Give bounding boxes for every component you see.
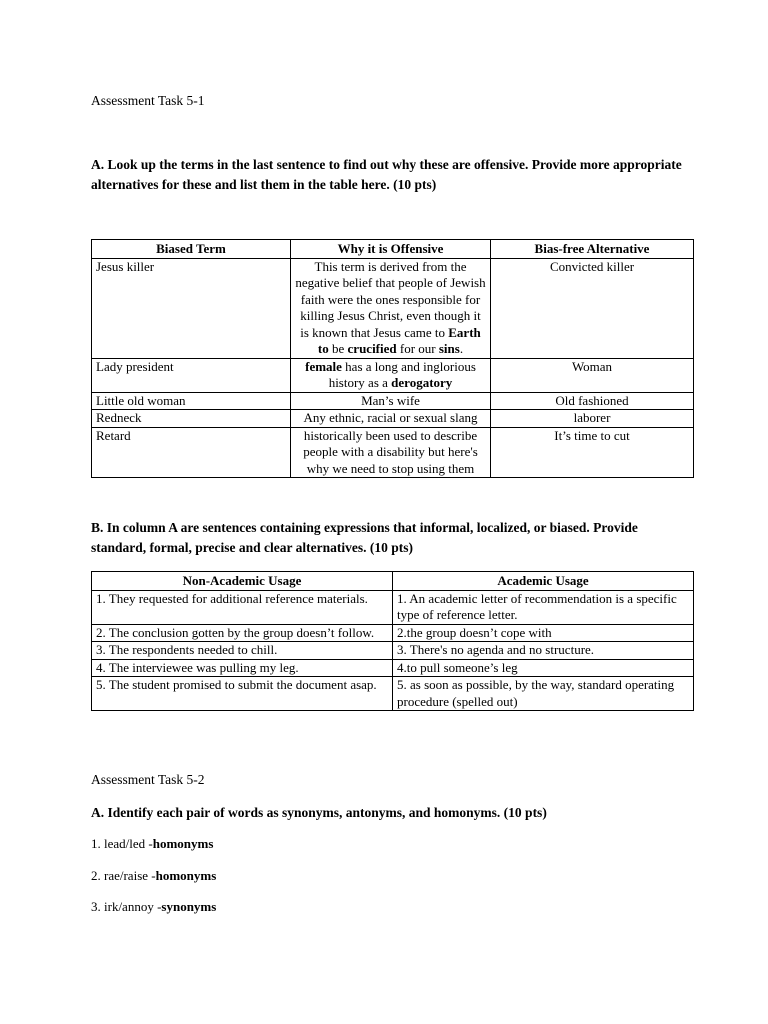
table-row (92, 410, 694, 428)
word-pair: 3. irk/annoy - (91, 899, 162, 914)
pair-answer: synonyms (161, 899, 217, 914)
why-offensive-cell: Any ethnic, racial or sexual slang (291, 410, 491, 428)
academic-line: 5. as soon as possible, by the way, standard operating (397, 677, 675, 692)
biased-term-cell: Jesus killer (92, 258, 291, 358)
biased-term-cell: Retard (92, 427, 291, 478)
col-header-why-offensive: Why it is Offensive (291, 240, 491, 259)
table-row (92, 642, 694, 660)
biased-term-cell: Redneck (92, 410, 291, 428)
why-offensive-cell (291, 258, 491, 358)
academic-cell: 2.the group doesn’t cope with (393, 624, 694, 642)
usage-table (91, 571, 694, 711)
academic-cell: 3. There's no agenda and no structure. (393, 642, 694, 660)
bias-free-cell: Convicted killer (491, 258, 694, 358)
non-academic-cell: 1. They requested for additional reference materials. (92, 590, 393, 624)
why-bold: crucified (347, 341, 397, 356)
biased-terms-table (91, 239, 694, 478)
non-academic-cell: 3. The respondents needed to chill. (92, 642, 393, 660)
bias-free-cell: It’s time to cut (491, 427, 694, 478)
col-header-non-academic: Non-Academic Usage (92, 572, 393, 591)
non-academic-cell: 4. The interviewee was pulling my leg. (92, 659, 393, 677)
academic-cell: 4.to pull someone’s leg (393, 659, 694, 677)
table-header-row (92, 240, 694, 259)
why-bold: Earth to (317, 324, 481, 356)
bias-free-cell: Old fashioned (491, 392, 694, 410)
why-offensive-cell: Man’s wife (291, 392, 491, 410)
table-row (92, 392, 694, 410)
task1-instruction: A. Look up the terms in the last sentence to find out why these are offensive. Provide more appropriate alternatives for these and list them in the table here. (10 pts) (91, 157, 682, 192)
partB-instruction: B. In column A are sentences containing expressions that informal, localized, or biased. Provide standard, formal, precise and clear alternatives. (10 pts) (91, 520, 638, 555)
academic-line: procedure (spelled out) (397, 693, 518, 709)
table-header-row (92, 572, 694, 591)
why-text: be (328, 341, 348, 356)
table-row (92, 624, 694, 642)
biased-term-cell: Lady president (92, 358, 291, 392)
col-header-biased-term: Biased Term (92, 240, 291, 259)
table-row (92, 258, 694, 358)
why-bold: female (305, 358, 342, 374)
list-item (91, 836, 213, 852)
word-pair: 1. lead/led - (91, 836, 153, 851)
bias-free-cell: Woman (491, 358, 694, 392)
list-item (91, 899, 216, 915)
col-header-academic: Academic Usage (393, 572, 694, 591)
non-academic-cell: 2. The conclusion gotten by the group doesn’t follow. (92, 624, 393, 642)
table-row (92, 677, 694, 711)
pair-answer: homonyms (152, 836, 214, 851)
why-bold: sins (438, 341, 460, 356)
why-text: has a long and inglorious history as a (328, 358, 476, 390)
academic-cell (393, 677, 694, 711)
bias-free-cell: laborer (491, 410, 694, 428)
col-header-bias-free: Bias-free Alternative (491, 240, 694, 259)
task1-heading: Assessment Task 5-1 (91, 93, 205, 108)
task2-instruction: A. Identify each pair of words as synonyms, antonyms, and homonyms. (10 pts) (91, 805, 547, 820)
table-row (92, 659, 694, 677)
table-row (92, 590, 694, 624)
table-row (92, 427, 694, 478)
biased-term-cell: Little old woman (92, 392, 291, 410)
academic-cell: 1. An academic letter of recommendation is a specific type of reference letter. (393, 590, 694, 624)
why-offensive-cell (291, 358, 491, 392)
list-item (91, 868, 216, 884)
why-text: . (459, 341, 464, 356)
word-pair: 2. rae/raise - (91, 868, 156, 883)
why-text: This term is derived from the negative belief that people of Jewish faith were the ones responsible for killing Jesus Christ, even though it is known that Jesus came to (295, 258, 486, 340)
why-offensive-cell: historically been used to describe people with a disability but here's why we need to stop using them (291, 427, 491, 478)
pair-answer: homonyms (155, 868, 217, 883)
non-academic-cell: 5. The student promised to submit the document asap. (92, 677, 393, 711)
why-bold: derogatory (391, 375, 453, 390)
task2-heading: Assessment Task 5-2 (91, 772, 205, 787)
why-text: for our (396, 341, 439, 356)
table-row (92, 358, 694, 392)
